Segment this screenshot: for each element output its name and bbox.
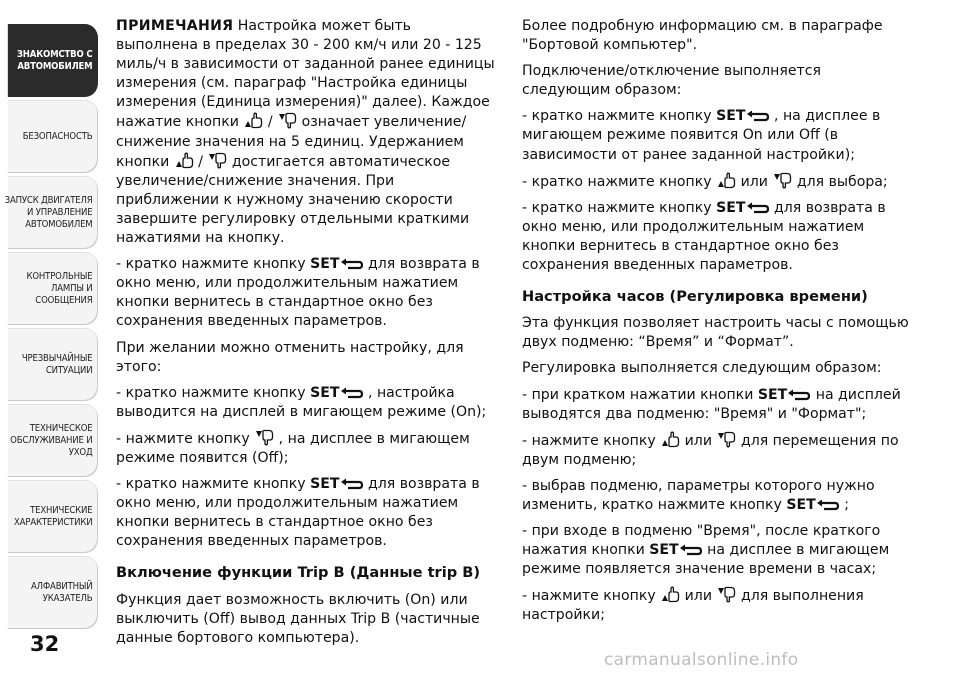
left-column [116, 17, 496, 655]
set-button-icon [746, 109, 770, 123]
up-arrow-button-icon [660, 431, 680, 448]
tab-safety[interactable] [8, 100, 98, 173]
section-heading: Настройка часов (Регулировка времени) [522, 288, 868, 306]
tab-emergency[interactable] [8, 328, 98, 401]
body-paragraph: При желании можно отменить настройку, для этого: [116, 339, 464, 375]
step-paragraph: - кратко нажмите кнопку SET для возврата в окно меню, или продолжительным нажатием кнопки вернитесь в стандартное окно без сохранения введенных параметров. [522, 199, 886, 274]
set-button-icon [787, 388, 811, 402]
watermark: carmanualsonline.info [604, 650, 799, 670]
tab-label-line: ТЕХНИЧЕСКОЕ [29, 422, 93, 434]
step-paragraph: - нажмите кнопку или для перемещения по двум подменю; [522, 432, 899, 468]
tab-label-line: ТЕХНИЧЕСКИЕ [30, 504, 93, 516]
step-paragraph: - кратко нажмите кнопку SET , на дисплее в мигающем режиме появится On или Off (в зависимости от ранее заданной настройки); [522, 108, 881, 163]
set-button-icon [679, 543, 703, 557]
up-arrow-button-icon [243, 112, 263, 129]
tab-label-line: УХОД [68, 446, 93, 458]
chapter-sidebar [0, 0, 100, 678]
step-paragraph: - кратко нажмите кнопку SET для возврата в окно меню, или продолжительным нажатием кнопки вернитесь в стандартное окно без сохранения введенных параметров. [116, 476, 480, 550]
tab-label-line: ЧРЕЗВЫЧАЙНЫЕ [21, 352, 93, 364]
set-label: SET [757, 386, 788, 403]
set-button-icon [340, 477, 364, 491]
set-label: SET [786, 496, 816, 513]
tab-label-line: АЛФАВИТНЫЙ [30, 580, 93, 592]
tab-label-line: ХАРАКТЕРИСТИКИ [14, 516, 93, 528]
tab-label-line: ЛАМПЫ И [51, 282, 93, 294]
tab-label-line: СООБЩЕНИЯ [35, 294, 93, 306]
tab-label-line: БЕЗОПАСНОСТЬ [22, 130, 93, 142]
section-heading: Включение функции Trip B (Данные trip B) [116, 564, 481, 582]
down-arrow-button-icon [772, 172, 792, 189]
step-paragraph: - выбрав подменю, параметры которого нужно изменить, кратко нажмите кнопку SET ; [522, 477, 875, 513]
tab-label-line: АВТОМОБИЛЕМ [17, 60, 93, 72]
right-column [522, 17, 912, 633]
tab-label-line: ЗНАКОМСТВО С [16, 48, 93, 60]
tab-label-line: КОНТРОЛЬНЫЕ [26, 270, 93, 282]
tab-maintenance[interactable] [8, 404, 98, 477]
step-paragraph: - при входе в подменю "Время", после краткого нажатия кнопки SET на дисплее в мигающем режиме появляется значение времени в часах; [522, 523, 890, 578]
note-paragraph: ПРИМЕЧАНИЯ Настройка может быть выполнена в пределах 30 - 200 км/ч или 20 - 125 миль/ч в зависимости от заданной ранее единицы измерения (см. параграф "Настройка единицы измерения (Единица измерения)" далее). Каждое нажатие кнопки / означает увеличение/снижение значения на 5 единиц. Удержанием кнопки / достигается автоматическое увеличение/снижение значения. При приближении к нужному значению скорости завершите регулировку отдельными краткими нажатиями на кнопку. [116, 18, 495, 247]
tab-engine-start[interactable] [4, 176, 98, 249]
tab-warning-lights[interactable] [8, 252, 98, 325]
step-paragraph: - при кратком нажатии кнопки SET на дисплей выводятся два подменю: "Время" и "Формат"; [522, 386, 901, 422]
down-arrow-button-icon [254, 429, 274, 446]
set-label: SET [310, 384, 340, 401]
step-paragraph: - нажмите кнопку или для выполнения настройки; [522, 588, 864, 624]
tab-specifications[interactable] [8, 480, 98, 553]
body-paragraph: Регулировка выполняется следующим образом: [522, 360, 882, 377]
body-paragraph: Подключение/отключение выполняется следующим образом: [522, 63, 821, 99]
tab-label-line: ЗАПУСК ДВИГАТЕЛЯ [4, 194, 93, 206]
step-paragraph: - кратко нажмите кнопку SET для возврата в окно меню, или продолжительным нажатием кнопки вернитесь в стандартное окно без сохранения введенных параметров. [116, 256, 480, 330]
tab-label-line: УКАЗАТЕЛЬ [42, 592, 93, 604]
tab-label-line: ОБСЛУЖИВАНИЕ И [10, 434, 93, 446]
step-paragraph: - нажмите кнопку , на дисплее в мигающем режиме появится (Off); [116, 430, 470, 466]
set-label: SET [716, 108, 746, 125]
set-button-icon [816, 498, 840, 512]
down-arrow-button-icon [716, 586, 736, 603]
step-paragraph: - кратко нажмите кнопку SET , настройка выводится на дисплей в мигающем режиме (On); [116, 384, 487, 420]
set-label: SET [716, 199, 746, 216]
down-arrow-button-icon [277, 112, 297, 129]
tab-label-line: И УПРАВЛЕНИЕ [26, 206, 93, 218]
body-paragraph: Эта функция позволяет настроить часы с помощью двух подменю: “Время” и “Формат”. [522, 315, 909, 351]
tab-label-line: АВТОМОБИЛЕМ [25, 218, 93, 230]
tab-vehicle-overview[interactable] [8, 24, 98, 97]
set-button-icon [746, 201, 770, 215]
set-label: SET [310, 476, 340, 493]
down-arrow-button-icon [716, 431, 736, 448]
set-label: SET [649, 542, 679, 559]
body-paragraph: Функция дает возможность включить (On) или выключить (Off) вывод данных Trip B (частичные данные бортового компьютера). [116, 591, 480, 646]
set-button-icon [340, 386, 364, 400]
set-label: SET [310, 256, 340, 273]
tab-index[interactable] [8, 556, 98, 629]
up-arrow-button-icon [174, 152, 194, 169]
up-arrow-button-icon [660, 586, 680, 603]
up-arrow-button-icon [716, 172, 736, 189]
note-label: ПРИМЕЧАНИЯ [116, 18, 234, 34]
step-paragraph: - кратко нажмите кнопку или для выбора; [522, 173, 888, 190]
body-paragraph: Более подробную информацию см. в параграфе "Бортовой компьютер". [522, 18, 883, 54]
page-number: 32 [30, 632, 60, 656]
down-arrow-button-icon [207, 152, 227, 169]
tab-label-line: СИТУАЦИИ [45, 364, 93, 376]
set-button-icon [340, 257, 364, 271]
